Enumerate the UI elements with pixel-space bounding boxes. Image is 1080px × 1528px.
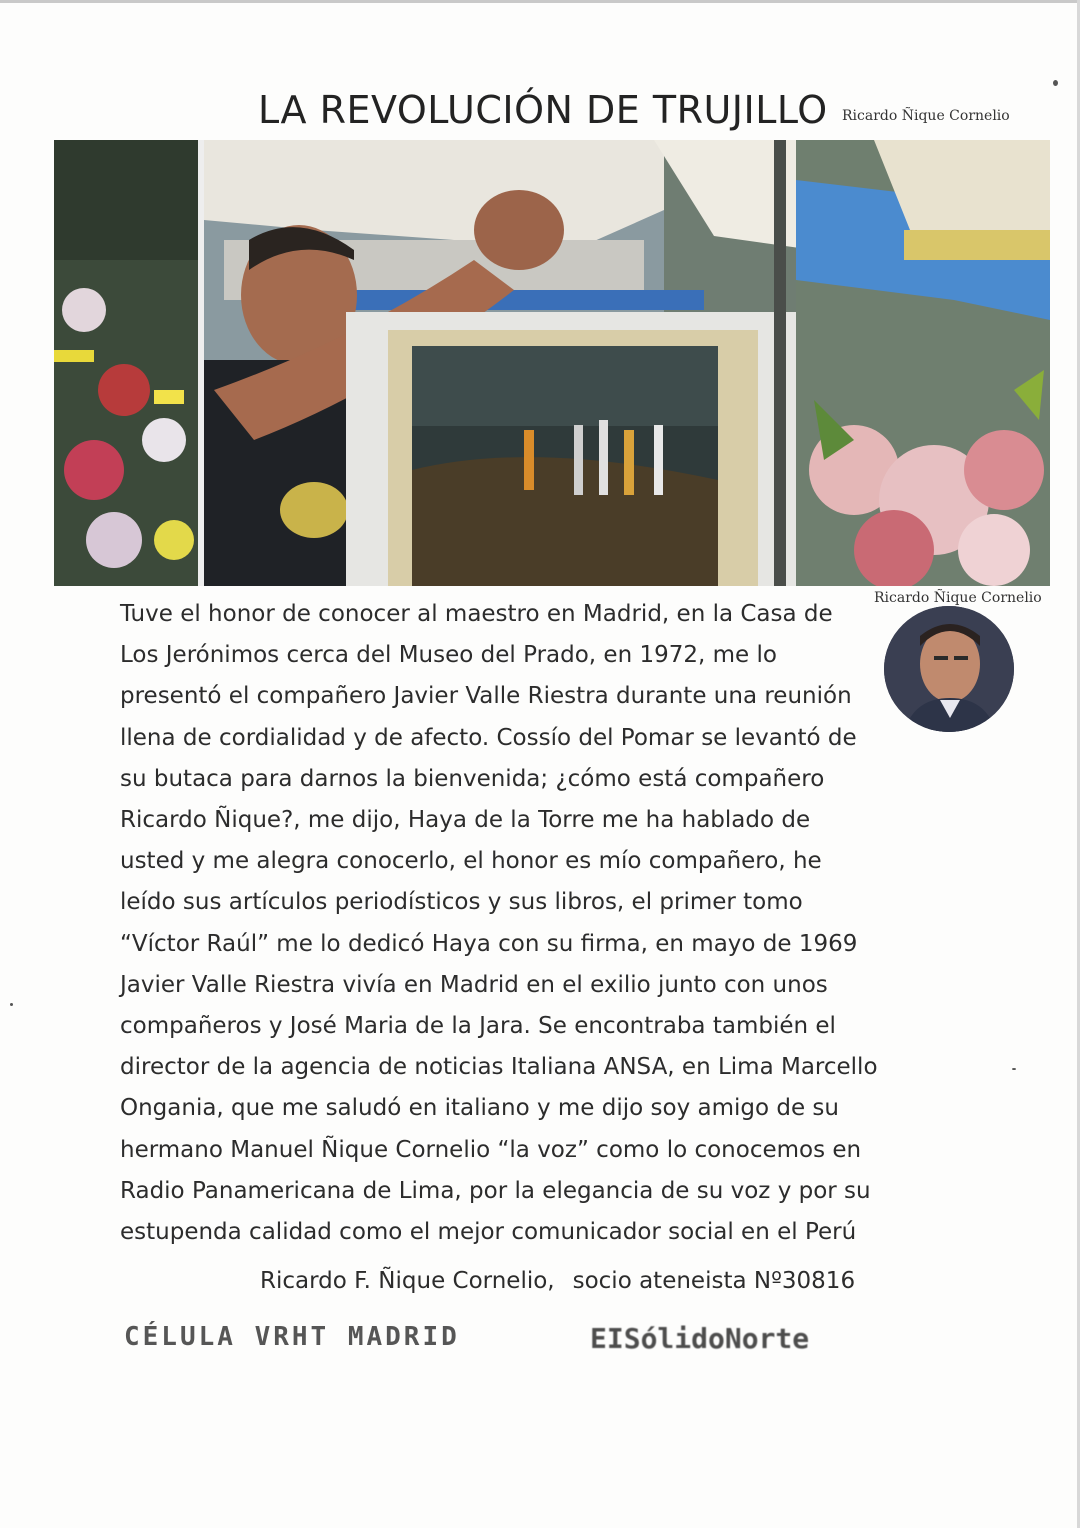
body-line: Radio Panamericana de Lima, por la elegancia de su voz y por su [120,1177,871,1204]
portrait-byline: Ricardo Ñique Cornelio [874,590,1042,606]
dust-speck [1012,1068,1016,1070]
body-line: director de la agencia de noticias Italiana ANSA, en Lima Marcello [120,1054,878,1081]
page-title: LA REVOLUCIÓN DE TRUJILLO [258,88,828,132]
body-line: Javier Valle Riestra vivía en Madrid en el exilio junto con unos [120,971,828,998]
dust-speck [1053,80,1058,86]
cell-stamp: CÉLULA VRHT MADRID [124,1322,460,1352]
body-line: estupenda calidad como el mejor comunicador social en el Perú [120,1219,857,1246]
dust-speck [10,1003,13,1006]
body-line: Ongania, que me saludó en italiano y me dijo soy amigo de su [120,1095,839,1122]
scan-edge [0,0,1080,3]
body-line: Ricardo Ñique?, me dijo, Haya de la Torre me ha hablado de [120,807,811,834]
signature-name: Ricardo F. Ñique Cornelio, [260,1268,555,1294]
article-body [120,594,910,1253]
body-line: “Víctor Raúl” me lo dedicó Haya con su firma, en mayo de 1969 [120,930,858,957]
market-photo [54,140,1050,586]
body-line: Tuve el honor de conocer al maestro en Madrid, en la Casa de [120,601,833,627]
market-photo-graphic [54,140,1050,586]
membership-number: socio ateneista Nº30816 [572,1268,856,1294]
body-line: presentó el compañero Javier Valle Riestra durante una reunión [120,683,852,710]
body-line: compañeros y José Maria de la Jara. Se encontraba también el [120,1013,836,1040]
body-line: Los Jerónimos cerca del Museo del Prado, en 1972, me lo [120,642,777,669]
group-stamp: EISólidoNorte [590,1322,810,1355]
body-line: usted y me alegra conocerlo, el honor es mío compañero, he [120,848,822,875]
body-line: leído sus artículos periodísticos y sus libros, el primer tomo [120,889,803,916]
body-line: llena de cordialidad y de afecto. Cossío del Pomar se levantó de [120,724,857,751]
author-byline: Ricardo Ñique Cornelio [842,108,1010,124]
body-line: hermano Manuel Ñique Cornelio “la voz” como lo conocemos en [120,1136,862,1163]
signature-line [260,1268,855,1294]
body-line: su butaca para darnos la bienvenida; ¿cómo está compañero [120,765,825,792]
